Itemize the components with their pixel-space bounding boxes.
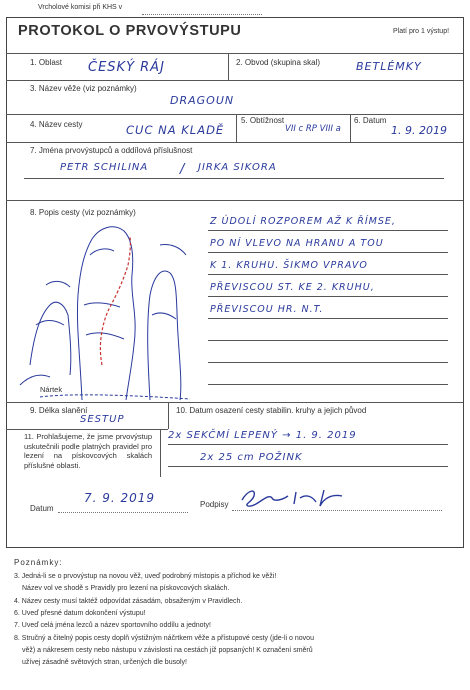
note-item: 6. Uveď přesné datum dokončení výstupu! (14, 610, 146, 617)
tower-label: 3. Název věže (viz poznámky) (30, 84, 137, 93)
district-label: 2. Obvod (skupina skal) (236, 58, 321, 67)
row4-line (6, 142, 463, 143)
note-item: 3. Jedná-li se o prvovýstup na novou věž, uveď podrobný místopis a příchod ke věži! (14, 573, 277, 580)
rappel-label: 9. Délka slanění (30, 406, 88, 415)
climber-2: JIRKA SIKORA (198, 162, 277, 173)
row9-divider (168, 402, 169, 429)
description-line-2: PO NÍ VLEVO NA HRANU A TOU (210, 238, 384, 249)
note-item: 4. Název cesty musí taktéž odpovídat zásadám, obsaženým v Pravidlech. (14, 598, 243, 605)
page-title: PROTOKOL O PRVOVÝSTUPU (18, 23, 242, 39)
climber-separator: / (180, 162, 186, 177)
row9-line (6, 429, 168, 430)
route-sketch (10, 215, 210, 405)
area-label: 1. Oblast (30, 58, 63, 67)
description-line-1: Z ÚDOLÍ ROZPOREM AŽ K ŘÍMSE, (210, 216, 396, 227)
date-value: 1. 9. 2019 (391, 124, 447, 137)
notes-heading: Poznámky: (14, 558, 63, 567)
copy-note: Platí pro 1 výstup! (393, 28, 450, 35)
declaration-date-value: 7. 9. 2019 (84, 491, 156, 505)
desc-rule-6 (208, 340, 448, 341)
date-label: 6. Datum (354, 116, 387, 125)
difficulty-value: VII c RP VIII a (285, 124, 341, 134)
description-line-4: PŘEVISCOU ST. KE 2. KRUHU, (210, 282, 375, 293)
note-item: 7. Uveď celá jména lezců a název sportovního oddílu a jednoty! (14, 622, 211, 629)
area-value: ČESKÝ RÁJ (88, 60, 165, 75)
district-value: BETLÉMKY (356, 60, 422, 73)
row7-mid-line (24, 178, 444, 179)
route-label: 4. Název cesty (30, 120, 83, 129)
desc-rule-8 (208, 384, 448, 385)
desc-rule-4 (208, 296, 448, 297)
desc-rule-3 (208, 274, 448, 275)
title-divider (6, 53, 463, 54)
bolt-line-2: 2x 25 cm POŽINK (200, 452, 303, 463)
declaration-text: 11. Prohlašujeme, že jsme prvovýstup uskutečnili podle platných pravidel pro lezení na pískovcových skalách příslušné oblasti. (24, 432, 152, 470)
bolt-line-1: 2x SEKČMÍ LEPENÝ → 1. 9. 2019 (168, 430, 357, 441)
sketch-label: Nártek (40, 385, 63, 394)
route-value: CUC NA KLADĚ (126, 123, 225, 137)
note-item: věž) a nákresem cesty nebo nástupu v závislosti na cestách již popsaných! K označení směrů (22, 647, 313, 654)
description-line-5: PŘEVISCOU HR. N.T. (210, 304, 324, 315)
row7-line (6, 200, 463, 201)
desc-rule-2 (208, 252, 448, 253)
bolt-rule-2 (168, 466, 448, 467)
desc-rule-5 (208, 318, 448, 319)
desc-rule-1 (208, 230, 448, 231)
declaration-date-label: Datum (30, 504, 54, 513)
signature-underline (232, 510, 442, 511)
row3-line (6, 114, 463, 115)
note-item: užívej zásadně světových stran, určených dle busoly! (22, 659, 187, 666)
rappel-value: SESTUP (80, 414, 125, 425)
row11-divider (160, 429, 161, 477)
row1-divider (228, 53, 229, 80)
description-line-3: K 1. KRUHU. ŠIKMO VPRAVO (210, 260, 368, 271)
difficulty-label: 5. Obtížnost (241, 116, 285, 125)
declaration-date-underline (58, 512, 188, 513)
tower-value: DRAGOUN (170, 94, 235, 107)
note-item: Název vol ve shodě s Pravidly pro lezení na pískovcových skalách. (22, 585, 230, 592)
row1-line (6, 80, 463, 81)
climbers-label: 7. Jména prvovýstupců a oddílová příslušnost (30, 146, 193, 155)
commission-underline (142, 14, 262, 15)
climber-1: PETR SCHILINA (60, 162, 149, 173)
commission-line: Vrcholové komisi při KHS v (38, 4, 123, 11)
description-label: 8. Popis cesty (viz poznámky) (30, 208, 136, 217)
row4-divider-a (236, 114, 237, 142)
desc-rule-7 (208, 362, 448, 363)
row4-divider-b (350, 114, 351, 142)
signature-label: Podpisy (200, 500, 229, 509)
bolt-date-label: 10. Datum osazení cesty stabilin. kruhy a jejich původ (176, 406, 367, 415)
signature-mark (238, 484, 348, 510)
note-item: 8. Stručný a čitelný popis cesty doplň výstižným náčrtkem věže a přístupové cesty (jde-li o novou (14, 635, 314, 642)
bolt-rule-1 (168, 444, 448, 445)
row8-line (6, 402, 463, 403)
